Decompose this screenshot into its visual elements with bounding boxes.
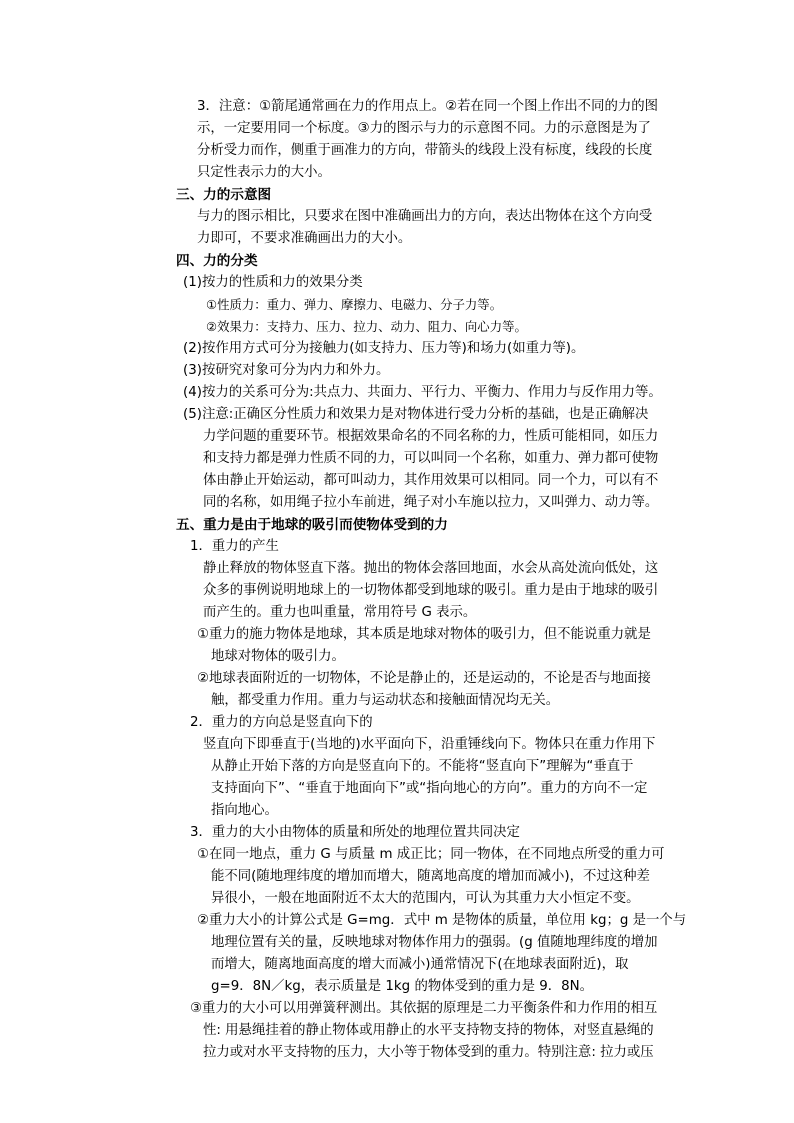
sec5-line-4: 而产生的。重力也叫重量，常用符号 G 表示。 [203,605,477,620]
note-line-2: 示，一定要用同一个标度。③力的图示与力的示意图不同。力的示意图是为了 [197,121,651,136]
sec5-line-3: 众多的事例说明地球上的一切物体都受到地球的吸引。重力是由于地球的吸引 [203,583,659,598]
sec4-line-7: (5)注意:正确区分性质力和效果力是对物体进行受力分析的基础，也是正确解决 [183,407,649,422]
sec5-line-11: 从静止开始下落的方向是竖直向下的。不能将“竖直向下”理解为“垂直于 [211,759,634,774]
sec4-line-5: (3)按研究对象可分为内力和外力。 [183,363,390,378]
sec4-line-4: (2)按作用方式可分为接触力(如支持力、压力等)和场力(如重力等)。 [183,341,585,356]
note-line-3: 分析受力而作，侧重于画准力的方向，带箭头的线段上没有标度，线段的长度 [197,143,653,158]
sec5-line-19: 地理位置有关的量，反映地球对物体作用力的强弱。(g 值随地理纬度的增加 [211,935,658,950]
note-line-1: 3．注意：①箭尾通常画在力的作用点上。②若在同一个图上作出不同的力的图 [197,99,659,114]
sec5-line-24: 拉力或对水平支持物的压力，大小等于物体受到的重力。特别注意: 拉力或压 [203,1045,654,1060]
sec5-line-16: 能不同(随地理纬度的增加而增大，随离地高度的增加而减小)，不过这种差 [211,869,650,884]
sec5-line-20: 而增大，随离地面高度的增大而减小)通常情况下(在地球表面附近)，取 [211,957,629,972]
sec4-line-11: 同的名称，如用绳子拉小车前进，绳子对小车施以拉力，又叫弹力、动力等。 [203,495,659,510]
sec3-line-2: 力即可，不要求准确画出力的大小。 [197,231,412,246]
sec5-line-10: 竖直向下即垂直于(当地的)水平面向下，沿重锤线向下。物体只在重力作用下 [203,737,656,752]
sec3-line-1: 与力的图示相比，只要求在图中准确画出力的方向，表达出物体在这个方向受 [197,209,653,224]
sec5-line-8: 触，都受重力作用。重力与运动状态和接触面情况均无关。 [211,693,560,708]
sec5-line-9: 2．重力的方向总是竖直向下的 [190,715,373,730]
sec5-line-14: 3．重力的大小由物体的质量和所处的地理位置共同决定 [190,825,520,840]
sec5-line-21: g=9．8N／kg，表示质量是 1kg 的物体受到的重力是 9．8N。 [211,979,594,994]
sec4-line-1: (1)按力的性质和力的效果分类 [183,275,363,290]
sec5-line-23: 性: 用悬绳挂着的静止物体或用静止的水平支持物支持的物体，对竖直悬绳的 [203,1023,654,1038]
sec4-line-8: 力学问题的重要环节。根据效果命名的不同名称的力，性质可能相同，如压力 [203,429,659,444]
sec5-line-2: 静止释放的物体竖直下落。抛出的物体会落回地面，水会从高处流向低处，这 [203,561,659,576]
sec5-line-5: ①重力的施力物体是地球，其本质是地球对物体的吸引力，但不能说重力就是 [197,627,651,642]
sec5-line-17: 异很小，一般在地面附近不太大的范围内，可认为其重力大小恒定不变。 [211,891,640,906]
sec5-line-18: ②重力大小的计算公式是 G=mg．式中 m 是物体的质量，单位用 kg；g 是一个与 [197,913,687,928]
sec5-line-15: ①在同一地点，重力 G 与质量 m 成正比；同一物体，在不同地点所受的重力可 [197,847,665,862]
sec4-line-2: ①性质力：重力、弹力、摩擦力、电磁力、分子力等。 [206,297,503,312]
sec5-line-7: ②地球表面附近的一切物体，不论是静止的，还是运动的，不论是否与地面接 [197,671,651,686]
sec5-line-1: 1．重力的产生 [190,539,279,554]
sec5-line-12: 支持面向下”、“垂直于地面向下”或“指向地心的方向”。重力的方向不一定 [211,781,648,796]
sec5-line-22: ③重力的大小可以用弹簧秤测出。其依据的原理是二力平衡条件和力作用的相互 [190,1001,658,1016]
note-line-4: 只定性表示力的大小。 [197,165,331,180]
sec5-line-6: 地球对物体的吸引力。 [211,649,345,664]
sec4-line-9: 和支持力都是弹力性质不同的力，可以叫同一个名称，如重力、弹力都可使物 [203,451,659,466]
sec4-line-10: 体由静止开始运动，都可叫动力，其作用效果可以相同。同一个力，可以有不 [203,473,659,488]
section-heading-5: 五、重力是由于地球的吸引而使物体受到的力 [176,517,448,533]
section-heading-4: 四、力的分类 [176,253,258,269]
sec5-line-13: 指向地心。 [211,803,278,818]
section-heading-3: 三、力的示意图 [176,187,272,203]
sec4-line-3: ②效果力：支持力、压力、拉力、动力、阻力、向心力等。 [206,319,527,334]
sec4-line-6: (4)按力的关系可分为:共点力、共面力、平行力、平衡力、作用力与反作用力等。 [183,385,662,400]
